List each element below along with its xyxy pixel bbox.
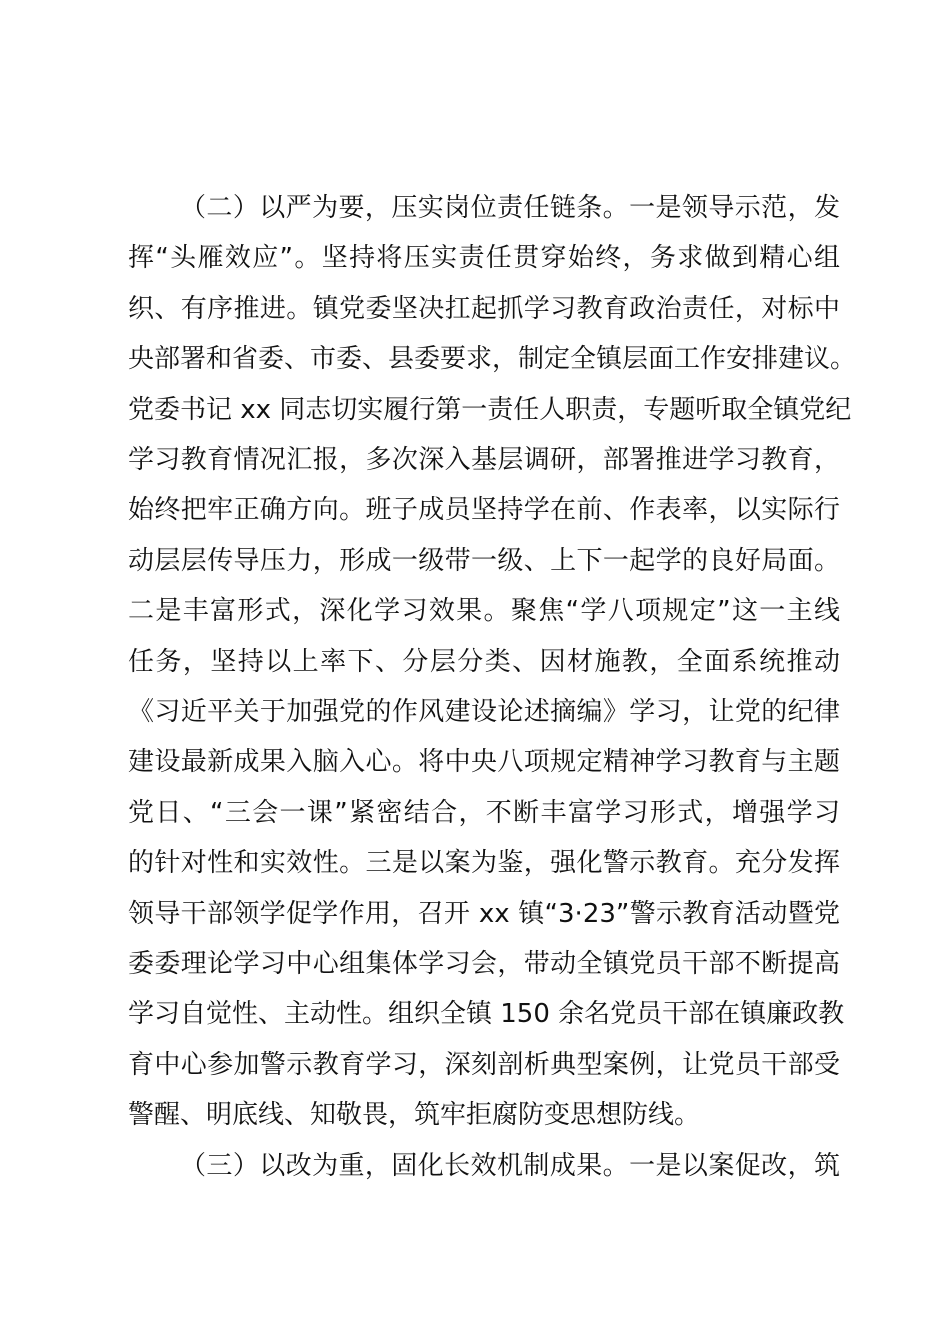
text-line: 始终把牢正确方向。班子成员坚持学在前、作表率，以实际行 (128, 495, 840, 525)
text-line: 委委理论学习中心组集体学习会，带动全镇党员干部不断提高 (128, 949, 840, 979)
text-line: 党日、“三会一课”紧密结合，不断丰富学习形式，增强学习 (128, 798, 840, 828)
text-line: 动层层传导压力，形成一级带一级、上下一起学的良好局面。 (128, 546, 840, 576)
text-line: 挥“头雁效应”。坚持将压实责任贯穿始终，务求做到精心组 (128, 243, 840, 273)
text-line: 警醒、明底线、知敬畏，筑牢拒腐防变思想防线。 (128, 1100, 701, 1130)
text-line: 领导干部领学促学作用，召开 xx 镇“3·23”警示教育活动暨党 (128, 899, 840, 929)
text-line: 央部署和省委、市委、县委要求，制定全镇层面工作安排建议。 (128, 344, 857, 374)
text-line: 党委书记 xx 同志切实履行第一责任人职责，专题听取全镇党纪 (128, 395, 852, 425)
text-line: （三）以改为重，固化长效机制成果。一是以案促改，筑 (180, 1151, 840, 1181)
text-line: 任务，坚持以上率下、分层分类、因材施教，全面系统推动 (128, 647, 840, 677)
text-line: 建设最新成果入脑入心。将中央八项规定精神学习教育与主题 (128, 747, 840, 777)
text-line: 织、有序推进。镇党委坚决扛起抓学习教育政治责任，对标中 (128, 294, 840, 324)
text-line: 学习自觉性、主动性。组织全镇 150 余名党员干部在镇廉政教 (128, 999, 845, 1029)
text-line: 育中心参加警示教育学习，深刻剖析典型案例，让党员干部受 (128, 1050, 840, 1080)
text-line: 的针对性和实效性。三是以案为鉴，强化警示教育。充分发挥 (128, 848, 840, 878)
text-line: 学习教育情况汇报，多次深入基层调研，部署推进学习教育， (128, 445, 840, 475)
text-line: （二）以严为要，压实岗位责任链条。一是领导示范，发 (180, 193, 840, 223)
text-line: 二是丰富形式，深化学习效果。聚焦“学八项规定”这一主线 (128, 596, 840, 626)
text-line: 《习近平关于加强党的作风建设论述摘编》学习，让党的纪律 (128, 697, 840, 727)
